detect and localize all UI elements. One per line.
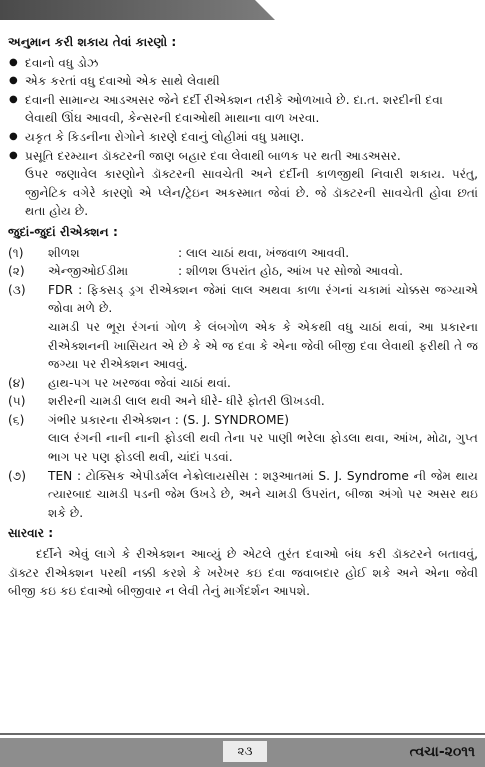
- item-number: (૭): [8, 468, 26, 483]
- publication-title: ત્વચા-૨૦૧૧: [409, 744, 475, 760]
- item-detail: લાલ રંગની નાની નાની ફોડલી થવી તેના પર પાણી ભરેલા ફોડલા થવા, આંખ, મોઢા, ગુપ્ત ભાગ પર પણ ફોડલી થવી, ચાંદાં પડવાં.: [48, 431, 478, 465]
- reactions-list: [8, 244, 478, 523]
- item-term: શીળશ: [48, 245, 80, 260]
- list-item: ● એક કરતાં વધુ દવાઓ એક સાથે લેવાથી: [8, 72, 478, 91]
- list-item: ● દવાનો વધુ ડોઝ: [8, 54, 478, 73]
- item-text: FDR : ફિક્સડ્ ડ્રગ રીએક્શન જેમાં લાલ અથવા કાળા રંગનાં ચકામાં ચોક્કસ જગ્યાએ જોવા મળે છે.: [48, 282, 478, 316]
- list-item: [8, 411, 478, 467]
- reactions-heading: જુદાં-જુદાં રીએક્શન :: [8, 224, 118, 239]
- causes-list: [8, 54, 478, 166]
- treatment-heading: સારવાર :: [8, 526, 54, 541]
- item-number: (૧): [8, 245, 24, 260]
- page-number: ૨૩: [223, 741, 267, 762]
- list-item: ● યકૃત કે કિડનીના રોગોને કારણે દવાનું લોહીમાં વધુ પ્રમાણ.: [8, 128, 478, 147]
- item-text: હાથ-પગ પર ખરજવા જેવાં ચાઠાં થવાં.: [48, 375, 231, 390]
- item-text: TEN : ટોક્સિક એપીડર્મલ નેક્રોલાયસીસ : શરૂઆતમાં S. J. Syndrome ની જેમ થાય ત્યારબાદ ચામડી પડની જેમ ઉખડે છે, અને ચામડી ઉપરાંત, બીજા અંગો પર અસર થઇ શકે છે.: [48, 468, 478, 520]
- list-item: [8, 262, 478, 281]
- causes-note: ઉપર જણાવેલ કારણોને ડૉક્ટરની સાવચેતી અને દર્દીની કાળજીથી નિવારી શકાય. પરંતુ, જીનેટિક વગેરે કારણો એ પ્લેન/ટ્રેઇન અકસ્માત જેવાં છે. જે ડૉક્ટરની સાવચેતી હોવા છતાં થતા હોય છે.: [25, 167, 478, 219]
- item-number: (૫): [8, 394, 26, 409]
- list-item: [8, 467, 478, 523]
- item-number: (૬): [8, 412, 25, 427]
- item-number: (૪): [8, 375, 26, 390]
- list-item: [8, 392, 478, 411]
- list-item: [8, 374, 478, 393]
- list-item: ● દવાની સામાન્ય આડઅસર જેને દર્દી રીએક્શન તરીકે ઓળખાવે છે. દા.ત. શરદીની દવા લેવાથી ઊંઘ આવવી, કેન્સરની દવાઓથી માથાના વાળ ખરવા.: [8, 91, 478, 128]
- causes-heading: અનુમાન કરી શકાય તેવાં કારણો :: [8, 35, 177, 49]
- item-detail: ચામડી પર ભૂરા રંગનાં ગોળ કે લંબગોળ એક કે એકથી વધુ ચાઠાં થવાં, આ પ્રકારના રીએક્શનની ખાસિયત એ છે કે એ જ દવા કે એના જેવી બીજી દવા લેવાથી ફરીથી તે જ જગ્યા પર રીએક્શન આવવું.: [48, 319, 478, 372]
- list-item: [8, 244, 478, 263]
- item-text: ગંભીર પ્રકારના રીએક્શન : (S. J. SYNDROME): [48, 412, 289, 427]
- footer-rule: [0, 733, 485, 735]
- item-text: શરીરની ચામડી લાલ થવી અને ધીરે- ધીરે ફોતરી ઊખડવી.: [48, 394, 325, 409]
- article-body: [8, 33, 478, 601]
- header-tab: [255, 0, 485, 20]
- item-number: (૩): [8, 282, 26, 297]
- treatment-text: દર્દીને એવું લાગે કે રીએક્શન આવ્યું છે એટલે તુરંત દવાઓ બંધ કરી ડૉક્ટરને બતાવવું, ડૉક્ટર રીએક્શન પરથી નક્કી કરશે કે ખરેખર કઇ દવા જવાબદાર હોઈ શકે અને એના જેવી બીજી કઇ કઇ દવાઓ બીજીવાર ન લેવી તેનું માર્ગદર્શન આપશે.: [8, 547, 478, 599]
- item-description: : શીળશ ઉપરાંત હોઠ, આંખ પર સોજો આવવો.: [178, 264, 404, 279]
- item-term: એન્જીઓઈડીમા: [48, 264, 129, 279]
- item-number: (૨): [8, 264, 25, 279]
- item-description: : લાલ ચાઠાં થવા, ખંજવાળ આવવી.: [178, 245, 350, 260]
- list-item: ● પ્રસૂતિ દરમ્યાન ડૉક્ટરની જાણ બહાર દવા લેવાથી બાળક પર થતી આડઅસર.: [8, 147, 478, 166]
- list-item: [8, 281, 478, 374]
